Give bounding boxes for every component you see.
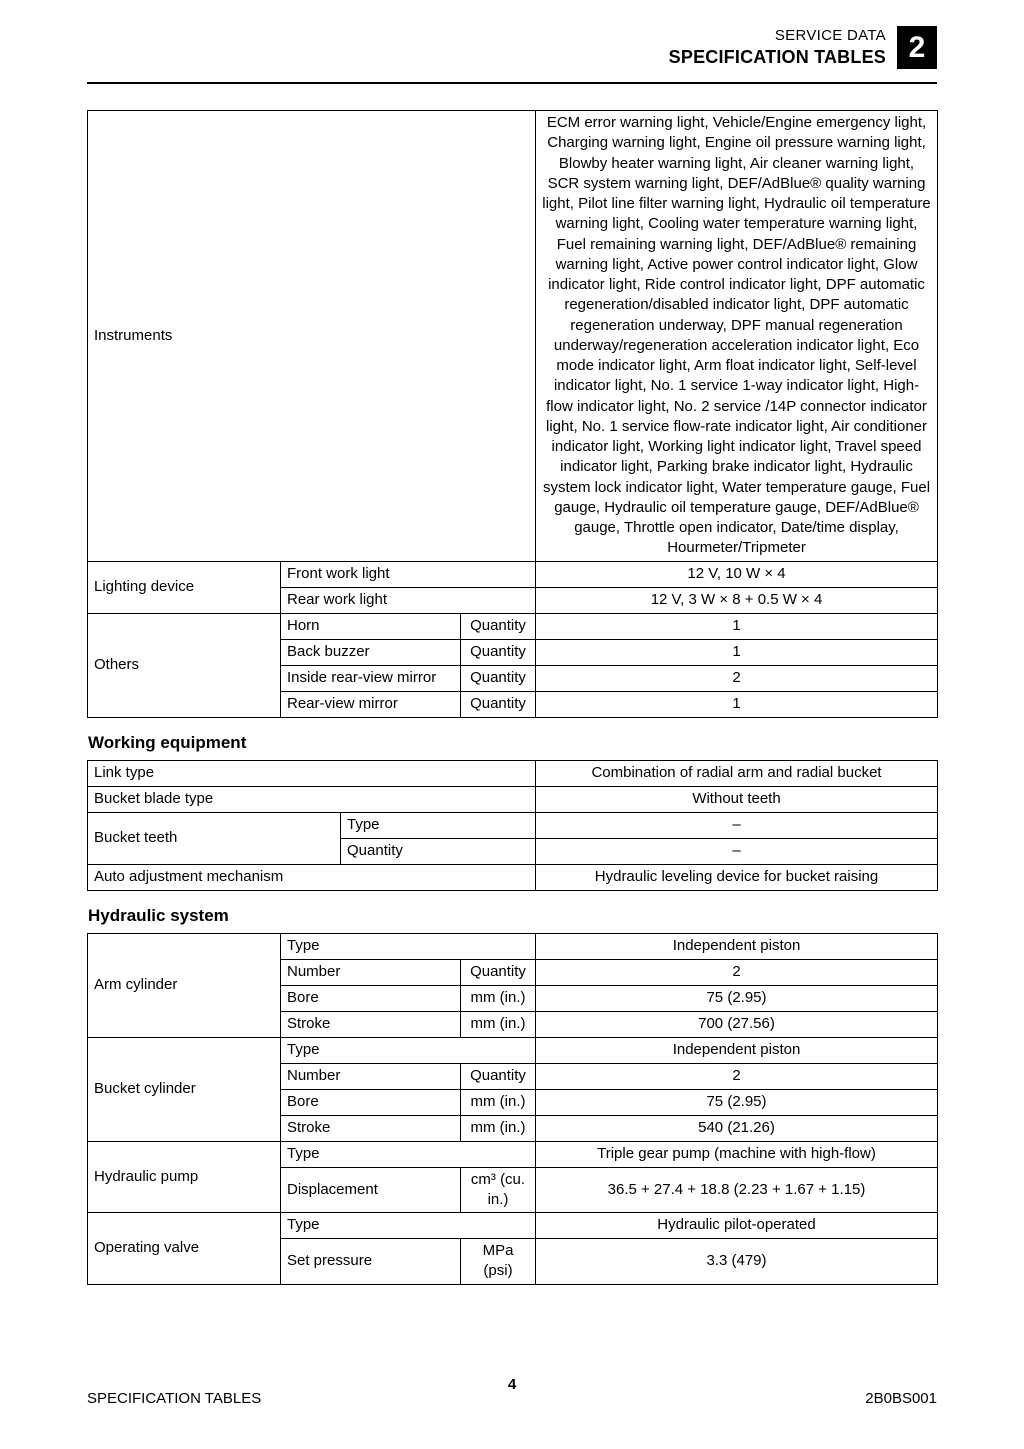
spec-value-cell: 12 V, 3 W × 8 + 0.5 W × 4 — [536, 587, 938, 613]
spec-item-cell: Rear-view mirror — [281, 691, 461, 717]
table-row — [88, 111, 938, 562]
spec-item-cell: Number — [281, 959, 461, 985]
spec-item-cell: Displacement — [281, 1167, 461, 1213]
hydraulic-system-table — [87, 933, 938, 1285]
spec-value-cell: 1 — [536, 613, 938, 639]
spec-unit-cell: cm³ (cu. in.) — [461, 1167, 536, 1213]
footer-document-title: SPECIFICATION TABLES — [87, 1390, 262, 1407]
spec-item-cell: Bore — [281, 1089, 461, 1115]
spec-item-cell: Type — [281, 933, 536, 959]
header-divider — [87, 82, 937, 84]
working-equipment-table — [87, 760, 938, 891]
section-heading-hydraulic-system: Hydraulic system — [88, 905, 229, 925]
spec-unit-cell: Quantity — [461, 959, 536, 985]
spec-value-cell: Independent piston — [536, 933, 938, 959]
spec-value-cell: – — [536, 838, 938, 864]
chapter-number-badge: 2 — [897, 26, 937, 69]
table-row — [88, 561, 938, 587]
spec-value-cell: 36.5 + 27.4 + 18.8 (2.23 + 1.67 + 1.15) — [536, 1167, 938, 1213]
spec-value-cell: 75 (2.95) — [536, 985, 938, 1011]
table-row — [88, 1213, 938, 1239]
page-header — [87, 26, 937, 69]
spec-unit-cell: mm (in.) — [461, 1011, 536, 1037]
spec-value-cell: 2 — [536, 665, 938, 691]
spec-value-cell: 700 (27.56) — [536, 1011, 938, 1037]
spec-item-cell: Rear work light — [281, 587, 536, 613]
page-content — [87, 26, 937, 1285]
spec-value-cell: Independent piston — [536, 1037, 938, 1063]
spec-item-cell: Type — [281, 1141, 536, 1167]
row-label-cell: Hydraulic pump — [88, 1141, 281, 1213]
spec-item-cell: Inside rear-view mirror — [281, 665, 461, 691]
row-label-cell: Auto adjustment mechanism — [88, 864, 536, 890]
spec-unit-cell: Quantity — [461, 691, 536, 717]
spec-item-cell: Set pressure — [281, 1239, 461, 1285]
row-label-cell: Bucket cylinder — [88, 1037, 281, 1141]
table-row — [88, 864, 938, 890]
spec-value-cell: Combination of radial arm and radial bucket — [536, 760, 938, 786]
table-row — [88, 786, 938, 812]
spec-unit-cell: Quantity — [461, 613, 536, 639]
spec-item-cell: Stroke — [281, 1115, 461, 1141]
spec-value-cell: 1 — [536, 639, 938, 665]
spec-value-cell: 12 V, 10 W × 4 — [536, 561, 938, 587]
page-number: 4 — [507, 1376, 517, 1393]
spec-value-cell: 75 (2.95) — [536, 1089, 938, 1115]
table-row — [88, 812, 938, 838]
spec-value-cell: Hydraulic pilot-operated — [536, 1213, 938, 1239]
page-title: SPECIFICATION TABLES — [668, 47, 886, 67]
row-label-cell: Lighting device — [88, 561, 281, 613]
row-label-cell: Bucket teeth — [88, 812, 341, 864]
instruments-table — [87, 110, 938, 718]
spec-item-cell: Type — [341, 812, 536, 838]
table-row — [88, 933, 938, 959]
header-text-block — [669, 26, 886, 69]
row-label-cell: Others — [88, 613, 281, 717]
spec-item-cell: Number — [281, 1063, 461, 1089]
spec-value-cell: 3.3 (479) — [536, 1239, 938, 1285]
spec-value-cell: – — [536, 812, 938, 838]
row-label-cell: Arm cylinder — [88, 933, 281, 1037]
row-label-cell: Instruments — [88, 111, 536, 562]
spec-unit-cell: Quantity — [461, 639, 536, 665]
spec-item-cell: Stroke — [281, 1011, 461, 1037]
spec-unit-cell: mm (in.) — [461, 985, 536, 1011]
spec-value-cell: 540 (21.26) — [536, 1115, 938, 1141]
table-row — [88, 1141, 938, 1167]
spec-unit-cell: MPa (psi) — [461, 1239, 536, 1285]
table-row — [88, 613, 938, 639]
row-label-cell: Bucket blade type — [88, 786, 536, 812]
spec-item-cell: Front work light — [281, 561, 536, 587]
instruments-value-cell: ECM error warning light, Vehicle/Engine emergency light, Charging warning light, Engine oil pressure warning light, Blowby heater warning light, Air cleaner warning light, SCR system warning light, DEF/AdBlue® quality warning light, Pilot line filter warning light, Hydraulic oil temperature warning light, Cooling water temperature warning light, Fuel remaining warning light, DEF/AdBlue® remaining warning light, Active power control indicator light, Glow indicator light, Ride control indicator light, DPF automatic regeneration/disabled indicator light, DPF automatic regeneration underway, DPF manual regeneration underway/regeneration acceleration indicator light, Eco mode indicator light, Arm float indicator light, Self-level indicator light, No. 1 service 1-way indicator light, High-flow indicator light, No. 2 service /14P connector indicator light, No. 1 service flow-rate indicator light, Air conditioner indicator light, Working light indicator light, Travel speed indicator light, Parking brake indicator light, Hydraulic system lock indicator light, Water temperature gauge, Fuel gauge, Hydraulic oil temperature gauge, DEF/AdBlue® gauge, Throttle open indicator, Date/time display, Hourmeter/Tripmeter — [536, 111, 938, 562]
footer-document-code: 2B0BS001 — [865, 1390, 937, 1407]
spec-unit-cell: Quantity — [461, 1063, 536, 1089]
spec-item-cell: Back buzzer — [281, 639, 461, 665]
spec-unit-cell: mm (in.) — [461, 1089, 536, 1115]
spec-item-cell: Horn — [281, 613, 461, 639]
row-label-cell: Operating valve — [88, 1213, 281, 1285]
spec-item-cell: Bore — [281, 985, 461, 1011]
spec-value-cell: Hydraulic leveling device for bucket raising — [536, 864, 938, 890]
section-heading-working-equipment: Working equipment — [88, 732, 247, 752]
spec-unit-cell: mm (in.) — [461, 1115, 536, 1141]
spec-unit-cell: Quantity — [461, 665, 536, 691]
table-row — [88, 760, 938, 786]
header-kicker: SERVICE DATA — [774, 27, 886, 44]
spec-value-cell: Triple gear pump (machine with high-flow) — [536, 1141, 938, 1167]
spec-value-cell: 2 — [536, 1063, 938, 1089]
spec-item-cell: Quantity — [341, 838, 536, 864]
spec-value-cell: Without teeth — [536, 786, 938, 812]
spec-value-cell: 2 — [536, 959, 938, 985]
spec-item-cell: Type — [281, 1213, 536, 1239]
spec-value-cell: 1 — [536, 691, 938, 717]
row-label-cell: Link type — [88, 760, 536, 786]
spec-item-cell: Type — [281, 1037, 536, 1063]
table-row — [88, 1037, 938, 1063]
